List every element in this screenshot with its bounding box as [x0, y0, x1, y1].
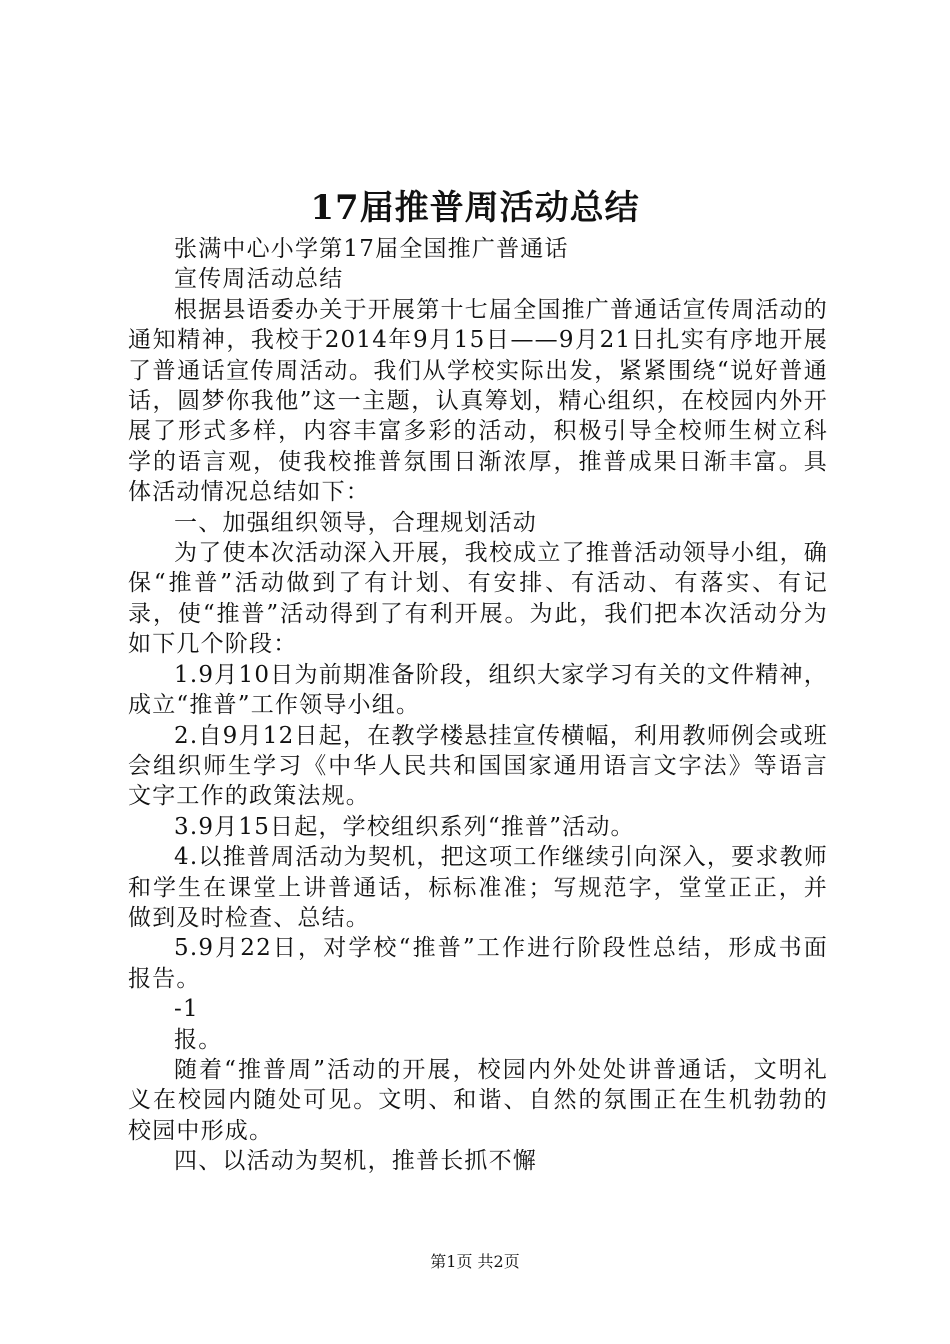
list-item: 4.以推普周活动为契机，把这项工作继续引向深入，要求教师和学生在课堂上讲普通话，标标准准；写规范字，堂堂正正，并做到及时检查、总结。	[128, 844, 828, 931]
section-heading: 四、以活动为契机，推普长抓不懈	[174, 1148, 537, 1175]
page-title: 17届推普周活动总结	[310, 188, 640, 228]
paragraph: 报。	[174, 1026, 223, 1053]
paragraph: 张满中心小学第17届全国推广普通话	[174, 236, 569, 262]
list-item: 3.9月15日起，学校组织系列“推普”活动。	[174, 813, 635, 840]
section-heading: 一、加强组织领导，合理规划活动	[174, 509, 537, 536]
paragraph: 随着“推普周”活动的开展，校园内外处处讲普通话，文明礼义在校园内随处可见。文明、和谐、自然的氛围正在生机勃勃的校园中形成。	[128, 1056, 828, 1144]
paragraph: 宣传周活动总结	[174, 266, 344, 293]
paragraph: 根据县语委办关于开展第十七届全国推广普通话宣传周活动的通知精神，我校于2014年9月15日——9月21日扎实有序地开展了普通话宣传周活动。我们从学校实际出发，紧紧围绕“说好普通话，圆梦你我他”这一主题，认真筹划，精心组织，在校园内外开展了形式多样，内容丰富多彩的活动，积极引导全校师生树立科学的语言观，使我校推普氛围日渐浓厚，推普成果日渐丰富。具体活动情况总结如下：	[128, 296, 828, 506]
document-body	[128, 234, 828, 1177]
list-item: 1.9月10日为前期准备阶段，组织大家学习有关的文件精神，成立“推普”工作领导小组。	[128, 661, 828, 719]
page-footer: 第1页 共2页	[430, 1252, 520, 1271]
list-item: 5.9月22日，对学校“推普”工作进行阶段性总结，形成书面报告。	[128, 935, 828, 992]
paragraph: -1	[174, 996, 199, 1023]
list-item: 2.自9月12日起，在教学楼悬挂宣传横幅，利用教师例会或班会组织师生学习《中华人民共和国国家通用语言文字法》等语言文字工作的政策法规。	[128, 722, 828, 810]
paragraph: 为了使本次活动深入开展，我校成立了推普活动领导小组，确保“推普”活动做到了有计划、有安排、有活动、有落实、有记录，使“推普”活动得到了有利开展。为此，我们把本次活动分为如下几个阶段：	[128, 540, 828, 658]
